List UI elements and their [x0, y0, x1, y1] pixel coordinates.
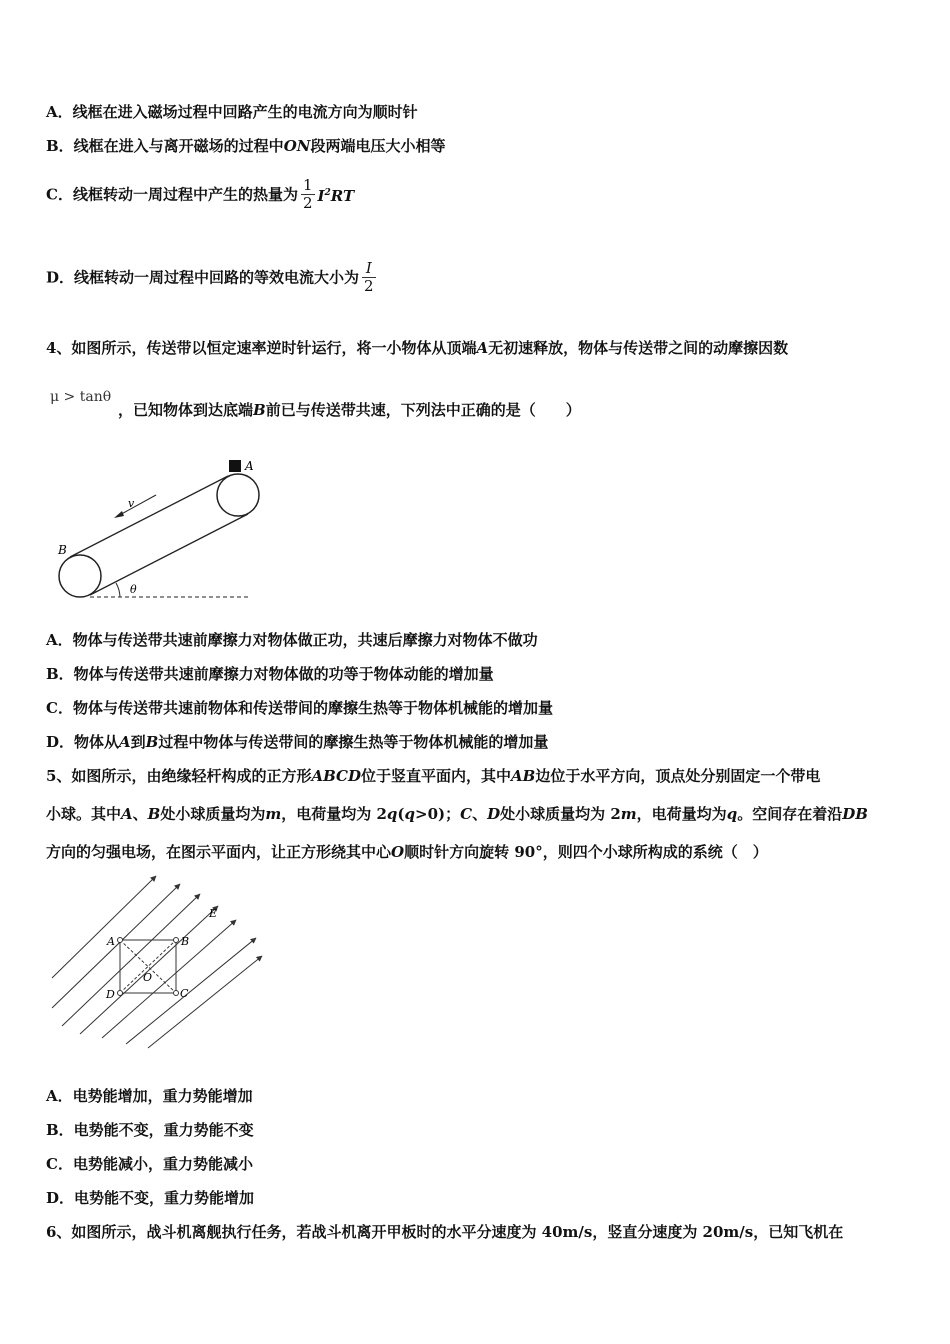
q6-stem: 6、如图所示，战斗机离舰执行任务，若战斗机离开甲板时的水平分速度为 40m/s，竖直分速度为 20m/s，已知飞机在 [46, 1223, 844, 1241]
q3-option-b: B．线框在进入与离开磁场的过程中ON段两端电压大小相等 [46, 137, 446, 155]
belt-bottom [90, 514, 248, 595]
ball-b [174, 938, 179, 943]
q5-option-b: B．电势能不变，重力势能不变 [46, 1121, 254, 1139]
label-c: C [180, 987, 189, 1000]
q5-stem-line1: 5、如图所示，由绝缘轻杆构成的正方形ABCD位于竖直平面内，其中AB边位于水平方向，顶点处分别固定一个带电 [46, 767, 821, 785]
field-line [148, 956, 262, 1048]
field-line [80, 906, 218, 1034]
q4-option-c: C．物体与传送带共速前物体和传送带间的摩擦生热等于物体机械能的增加量 [46, 699, 553, 717]
q5-option-a: A．电势能增加，重力势能增加 [46, 1087, 253, 1105]
electric-field-square-figure [50, 872, 265, 1050]
label-o: O [143, 971, 153, 984]
q3-option-a: A．线框在进入磁场过程中回路产生的电流方向为顺时针 [46, 103, 418, 121]
top-pulley [217, 474, 259, 516]
label-d: D [106, 988, 115, 1001]
block-a [229, 460, 241, 472]
q5-option-d: D．电势能不变，重力势能增加 [46, 1189, 255, 1207]
field-line [62, 894, 200, 1026]
q4-stem-line1: 4、如图所示，传送带以恒定速率逆时针运行，将一小物体从顶端A无初速释放，物体与传送带之间的动摩擦因数 [46, 339, 789, 357]
velocity-arrowhead [114, 511, 124, 518]
q5-stem-line2: 小球。其中A、B处小球质量均为m，电荷量均为 2q(q>0)；C、D处小球质量均为 2m，电荷量均为q。空间存在着沿DB [46, 805, 868, 823]
angle-arc [116, 583, 120, 597]
field-line [102, 920, 236, 1038]
friction-condition: μ > tanθ [50, 389, 112, 405]
label-e: E [209, 907, 218, 920]
field-line [52, 884, 180, 1008]
label-b: B [181, 935, 190, 948]
ball-a [118, 938, 123, 943]
q4-option-b: B．物体与传送带共速前摩擦力对物体做的功等于物体动能的增加量 [46, 665, 494, 683]
q4-stem-line2: ，已知物体到达底端B前已与传送带共速，下列法中正确的是（ ） [118, 401, 581, 419]
q4-option-a: A．物体与传送带共速前摩擦力对物体做正功，共速后摩擦力对物体不做功 [46, 631, 538, 649]
q3-option-c: C．线框转动一周过程中产生的热量为 $\frac{1}{2}$ $I^2RT$ [46, 176, 355, 212]
label-a: A [107, 935, 115, 948]
label-a: A [245, 459, 254, 473]
conveyor-belt-figure [50, 452, 280, 604]
belt-top [70, 476, 228, 557]
label-b: B [58, 543, 67, 557]
q3-option-d: D．线框转动一周过程中回路的等效电流大小为 $\frac{I}{2}$ [46, 259, 374, 295]
q5-option-c: C．电势能减小，重力势能减小 [46, 1155, 253, 1173]
label-theta: θ [130, 583, 137, 596]
q4-option-d: D．物体从A到B过程中物体与传送带间的摩擦生热等于物体机械能的增加量 [46, 733, 549, 751]
field-line [52, 876, 156, 978]
fraction: $\frac{1}{2}$ [302, 176, 313, 212]
field-line [126, 938, 256, 1044]
fraction: $\frac{I}{2}$ [364, 259, 374, 295]
label-v: v [128, 497, 135, 510]
q5-stem-line3: 方向的匀强电场，在图示平面内，让正方形绕其中心O顺时针方向旋转 90°，则四个小球所构成的系统（ ） [46, 843, 768, 861]
ball-d [118, 991, 123, 996]
ball-c [174, 991, 179, 996]
bottom-pulley [59, 555, 101, 597]
